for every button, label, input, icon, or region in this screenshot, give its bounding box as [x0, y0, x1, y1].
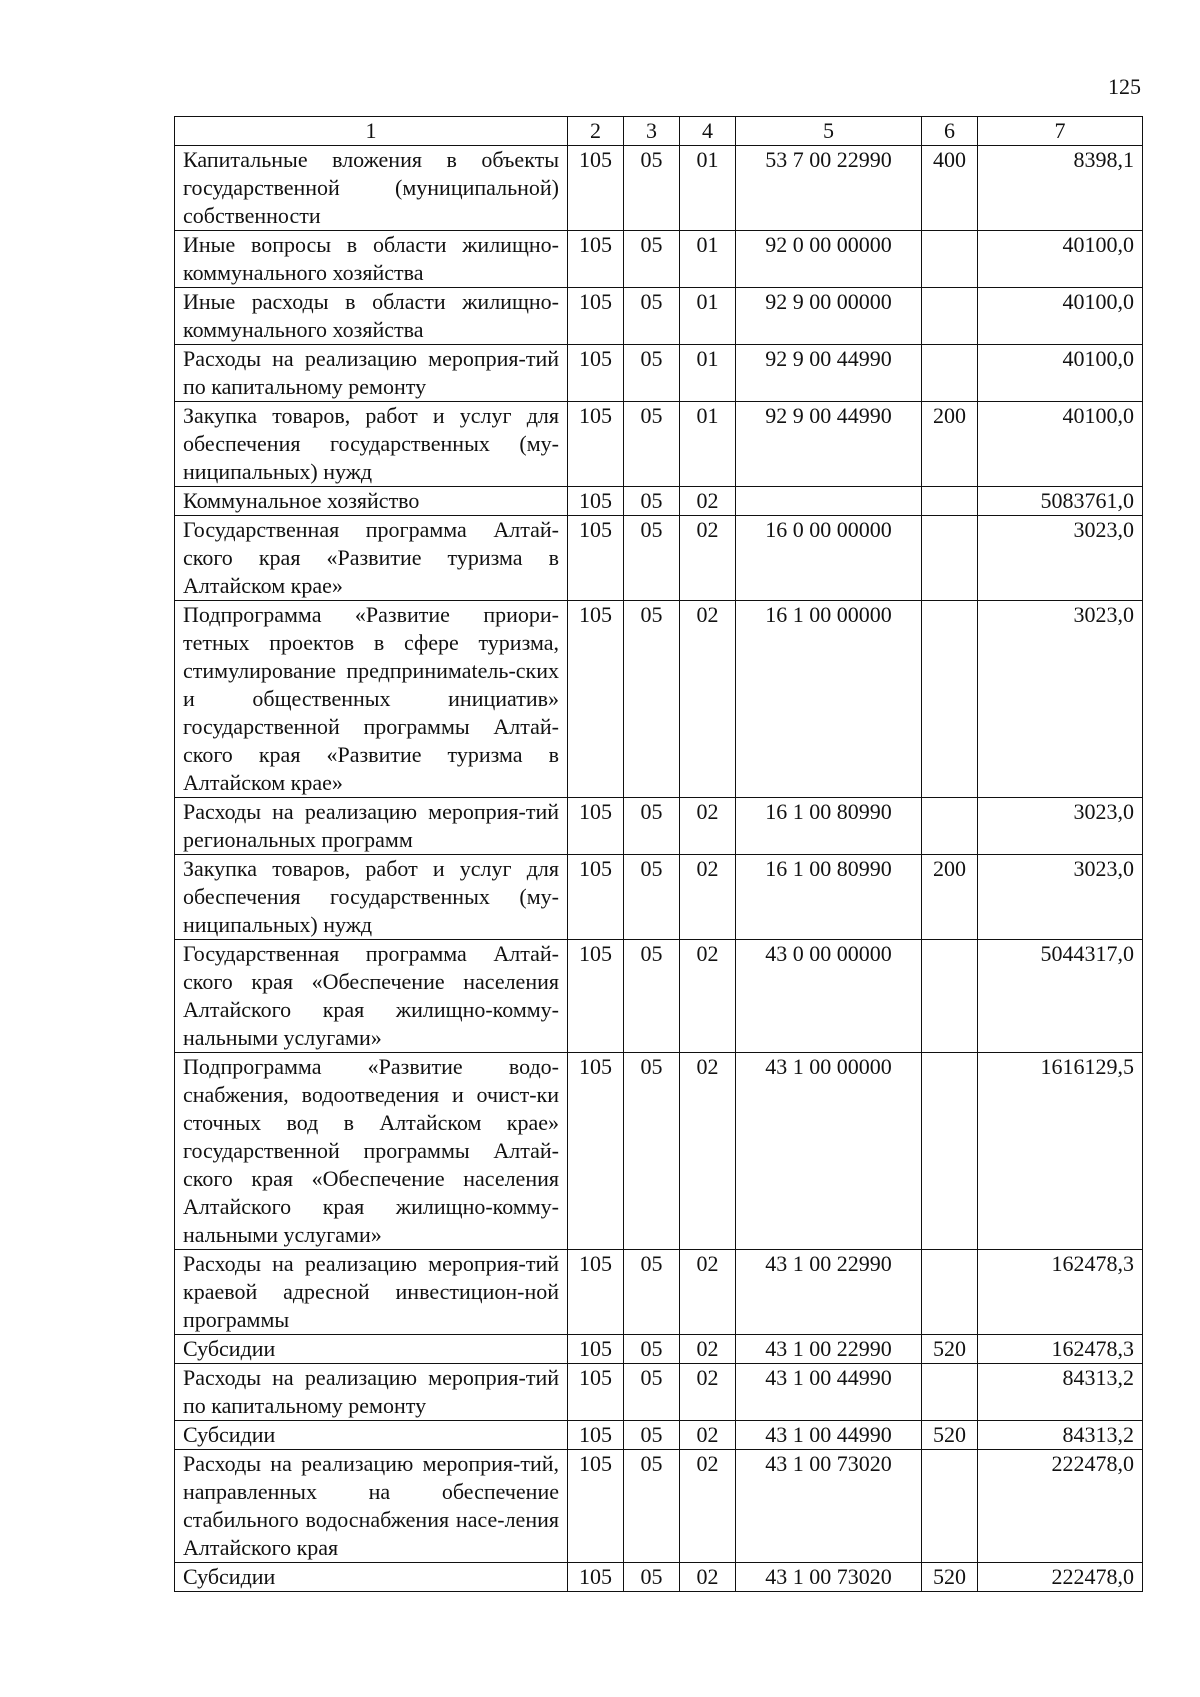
row-sum-cell: 8398,1	[978, 146, 1143, 231]
row-rz-cell: 05	[624, 1053, 680, 1250]
row-name-cell: Иные расходы в области жилищно-коммунального хозяйства	[175, 288, 568, 345]
row-ved-cell: 105	[568, 516, 624, 601]
header-col-7: 7	[978, 117, 1143, 146]
page-number: 125	[1108, 74, 1141, 99]
row-ved-cell: 105	[568, 940, 624, 1053]
header-col-1: 1	[175, 117, 568, 146]
row-csr-cell: 16 1 00 80990	[736, 798, 922, 855]
row-pr-cell: 02	[680, 487, 736, 516]
row-pr-cell: 02	[680, 1364, 736, 1421]
row-rz-cell: 05	[624, 146, 680, 231]
row-csr-cell: 43 1 00 44990	[736, 1364, 922, 1421]
row-rz-cell: 05	[624, 1450, 680, 1563]
table-row	[175, 1250, 1143, 1335]
row-vr-cell	[922, 1250, 978, 1335]
row-vr-cell: 520	[922, 1563, 978, 1592]
row-vr-cell	[922, 516, 978, 601]
row-vr-cell	[922, 940, 978, 1053]
row-rz-cell: 05	[624, 231, 680, 288]
header-col-6: 6	[922, 117, 978, 146]
row-rz-cell: 05	[624, 1421, 680, 1450]
row-csr-cell: 43 1 00 44990	[736, 1421, 922, 1450]
row-csr-cell: 43 1 00 22990	[736, 1335, 922, 1364]
row-sum-cell: 162478,3	[978, 1250, 1143, 1335]
row-name-cell: Расходы на реализацию мероприя-тий по капитальному ремонту	[175, 1364, 568, 1421]
row-vr-cell	[922, 345, 978, 402]
row-name-cell: Закупка товаров, работ и услуг для обеспечения государственных (му-ниципальных) нужд	[175, 855, 568, 940]
table-row	[175, 345, 1143, 402]
row-csr-cell: 43 0 00 00000	[736, 940, 922, 1053]
row-ved-cell: 105	[568, 231, 624, 288]
row-vr-cell: 200	[922, 402, 978, 487]
table-row	[175, 402, 1143, 487]
row-vr-cell	[922, 288, 978, 345]
row-pr-cell: 02	[680, 798, 736, 855]
table-row	[175, 855, 1143, 940]
row-ved-cell: 105	[568, 1250, 624, 1335]
row-vr-cell	[922, 601, 978, 798]
row-name-cell: Расходы на реализацию мероприя-тий региональных программ	[175, 798, 568, 855]
row-pr-cell: 01	[680, 345, 736, 402]
row-rz-cell: 05	[624, 516, 680, 601]
row-csr-cell: 92 9 00 44990	[736, 402, 922, 487]
row-sum-cell: 5044317,0	[978, 940, 1143, 1053]
row-rz-cell: 05	[624, 1335, 680, 1364]
row-csr-cell: 92 9 00 44990	[736, 345, 922, 402]
table-row	[175, 146, 1143, 231]
row-pr-cell: 02	[680, 601, 736, 798]
row-sum-cell: 5083761,0	[978, 487, 1143, 516]
row-ved-cell: 105	[568, 1563, 624, 1592]
row-rz-cell: 05	[624, 402, 680, 487]
row-rz-cell: 05	[624, 601, 680, 798]
row-sum-cell: 3023,0	[978, 601, 1143, 798]
row-name-cell: Субсидии	[175, 1421, 568, 1450]
row-vr-cell: 520	[922, 1335, 978, 1364]
row-sum-cell: 40100,0	[978, 402, 1143, 487]
row-pr-cell: 01	[680, 402, 736, 487]
row-csr-cell: 43 1 00 22990	[736, 1250, 922, 1335]
row-ved-cell: 105	[568, 798, 624, 855]
row-csr-cell: 16 1 00 80990	[736, 855, 922, 940]
row-rz-cell: 05	[624, 1563, 680, 1592]
row-vr-cell	[922, 487, 978, 516]
header-col-3: 3	[624, 117, 680, 146]
table-row	[175, 1450, 1143, 1563]
row-rz-cell: 05	[624, 1250, 680, 1335]
row-pr-cell: 02	[680, 1563, 736, 1592]
row-pr-cell: 02	[680, 1335, 736, 1364]
row-csr-cell: 43 1 00 73020	[736, 1450, 922, 1563]
row-pr-cell: 02	[680, 1421, 736, 1450]
row-sum-cell: 222478,0	[978, 1563, 1143, 1592]
row-name-cell: Государственная программа Алтай-ского края «Развитие туризма в Алтайском крае»	[175, 516, 568, 601]
row-name-cell: Подпрограмма «Развитие приори-тетных проектов в сфере туризма, стимулирование предпринимatель-ских и общественных инициатив» государственной программы Алтай-ского края «Развитие туризма в Алтайском крае»	[175, 601, 568, 798]
row-ved-cell: 105	[568, 1450, 624, 1563]
row-sum-cell: 84313,2	[978, 1421, 1143, 1450]
row-csr-cell: 92 9 00 00000	[736, 288, 922, 345]
header-col-4: 4	[680, 117, 736, 146]
table-row	[175, 940, 1143, 1053]
row-sum-cell: 3023,0	[978, 798, 1143, 855]
row-rz-cell: 05	[624, 487, 680, 516]
row-csr-cell: 16 1 00 00000	[736, 601, 922, 798]
row-rz-cell: 05	[624, 288, 680, 345]
row-vr-cell	[922, 1364, 978, 1421]
row-name-cell: Расходы на реализацию мероприя-тий краевой адресной инвестицион-ной программы	[175, 1250, 568, 1335]
row-name-cell: Капитальные вложения в объекты государственной (муниципальной) собственности	[175, 146, 568, 231]
row-pr-cell: 01	[680, 288, 736, 345]
table-row	[175, 516, 1143, 601]
table-body	[175, 146, 1143, 1592]
row-vr-cell: 200	[922, 855, 978, 940]
row-name-cell: Иные вопросы в области жилищно-коммунального хозяйства	[175, 231, 568, 288]
row-sum-cell: 40100,0	[978, 288, 1143, 345]
row-rz-cell: 05	[624, 345, 680, 402]
table-row	[175, 1563, 1143, 1592]
table-row	[175, 601, 1143, 798]
row-sum-cell: 40100,0	[978, 231, 1143, 288]
header-row	[175, 117, 1143, 146]
row-csr-cell: 92 0 00 00000	[736, 231, 922, 288]
row-pr-cell: 02	[680, 855, 736, 940]
row-ved-cell: 105	[568, 146, 624, 231]
row-pr-cell: 02	[680, 1450, 736, 1563]
row-csr-cell: 43 1 00 73020	[736, 1563, 922, 1592]
row-pr-cell: 02	[680, 1250, 736, 1335]
row-pr-cell: 01	[680, 146, 736, 231]
row-name-cell: Субсидии	[175, 1563, 568, 1592]
table-header	[175, 117, 1143, 146]
row-sum-cell: 3023,0	[978, 855, 1143, 940]
row-sum-cell: 40100,0	[978, 345, 1143, 402]
row-sum-cell: 1616129,5	[978, 1053, 1143, 1250]
row-vr-cell: 400	[922, 146, 978, 231]
row-rz-cell: 05	[624, 798, 680, 855]
row-ved-cell: 105	[568, 1335, 624, 1364]
row-csr-cell: 53 7 00 22990	[736, 146, 922, 231]
row-ved-cell: 105	[568, 288, 624, 345]
row-csr-cell	[736, 487, 922, 516]
budget-table	[174, 116, 1143, 1592]
table-row	[175, 1421, 1143, 1450]
row-name-cell: Расходы на реализацию мероприя-тий, направленных на обеспечение стабильного водоснабжения насе-ления Алтайского края	[175, 1450, 568, 1563]
row-ved-cell: 105	[568, 487, 624, 516]
row-csr-cell: 16 0 00 00000	[736, 516, 922, 601]
table-row	[175, 798, 1143, 855]
row-sum-cell: 162478,3	[978, 1335, 1143, 1364]
row-ved-cell: 105	[568, 1421, 624, 1450]
table-row	[175, 487, 1143, 516]
row-ved-cell: 105	[568, 402, 624, 487]
row-pr-cell: 02	[680, 1053, 736, 1250]
row-ved-cell: 105	[568, 601, 624, 798]
row-sum-cell: 3023,0	[978, 516, 1143, 601]
row-name-cell: Расходы на реализацию мероприя-тий по капитальному ремонту	[175, 345, 568, 402]
row-vr-cell	[922, 231, 978, 288]
row-name-cell: Субсидии	[175, 1335, 568, 1364]
table-row	[175, 288, 1143, 345]
row-pr-cell: 01	[680, 231, 736, 288]
table-row	[175, 1053, 1143, 1250]
row-sum-cell: 222478,0	[978, 1450, 1143, 1563]
row-csr-cell: 43 1 00 00000	[736, 1053, 922, 1250]
row-ved-cell: 105	[568, 855, 624, 940]
row-rz-cell: 05	[624, 1364, 680, 1421]
row-name-cell: Подпрограмма «Развитие водо-снабжения, водоотведения и очист-ки сточных вод в Алтайском крае» государственной программы Алтай-ского края «Обеспечение населения Алтайского края жилищно-комму-нальными услугами»	[175, 1053, 568, 1250]
row-name-cell: Закупка товаров, работ и услуг для обеспечения государственных (му-ниципальных) нужд	[175, 402, 568, 487]
header-col-5: 5	[736, 117, 922, 146]
row-pr-cell: 02	[680, 940, 736, 1053]
row-ved-cell: 105	[568, 1364, 624, 1421]
row-sum-cell: 84313,2	[978, 1364, 1143, 1421]
table-row	[175, 1335, 1143, 1364]
row-vr-cell: 520	[922, 1421, 978, 1450]
row-vr-cell	[922, 1053, 978, 1250]
row-ved-cell: 105	[568, 345, 624, 402]
header-col-2: 2	[568, 117, 624, 146]
row-vr-cell	[922, 798, 978, 855]
row-rz-cell: 05	[624, 940, 680, 1053]
row-rz-cell: 05	[624, 855, 680, 940]
row-name-cell: Государственная программа Алтай-ского края «Обеспечение населения Алтайского края жилищно-комму-нальными услугами»	[175, 940, 568, 1053]
row-ved-cell: 105	[568, 1053, 624, 1250]
row-vr-cell	[922, 1450, 978, 1563]
row-name-cell: Коммунальное хозяйство	[175, 487, 568, 516]
table-row	[175, 1364, 1143, 1421]
table-row	[175, 231, 1143, 288]
row-pr-cell: 02	[680, 516, 736, 601]
